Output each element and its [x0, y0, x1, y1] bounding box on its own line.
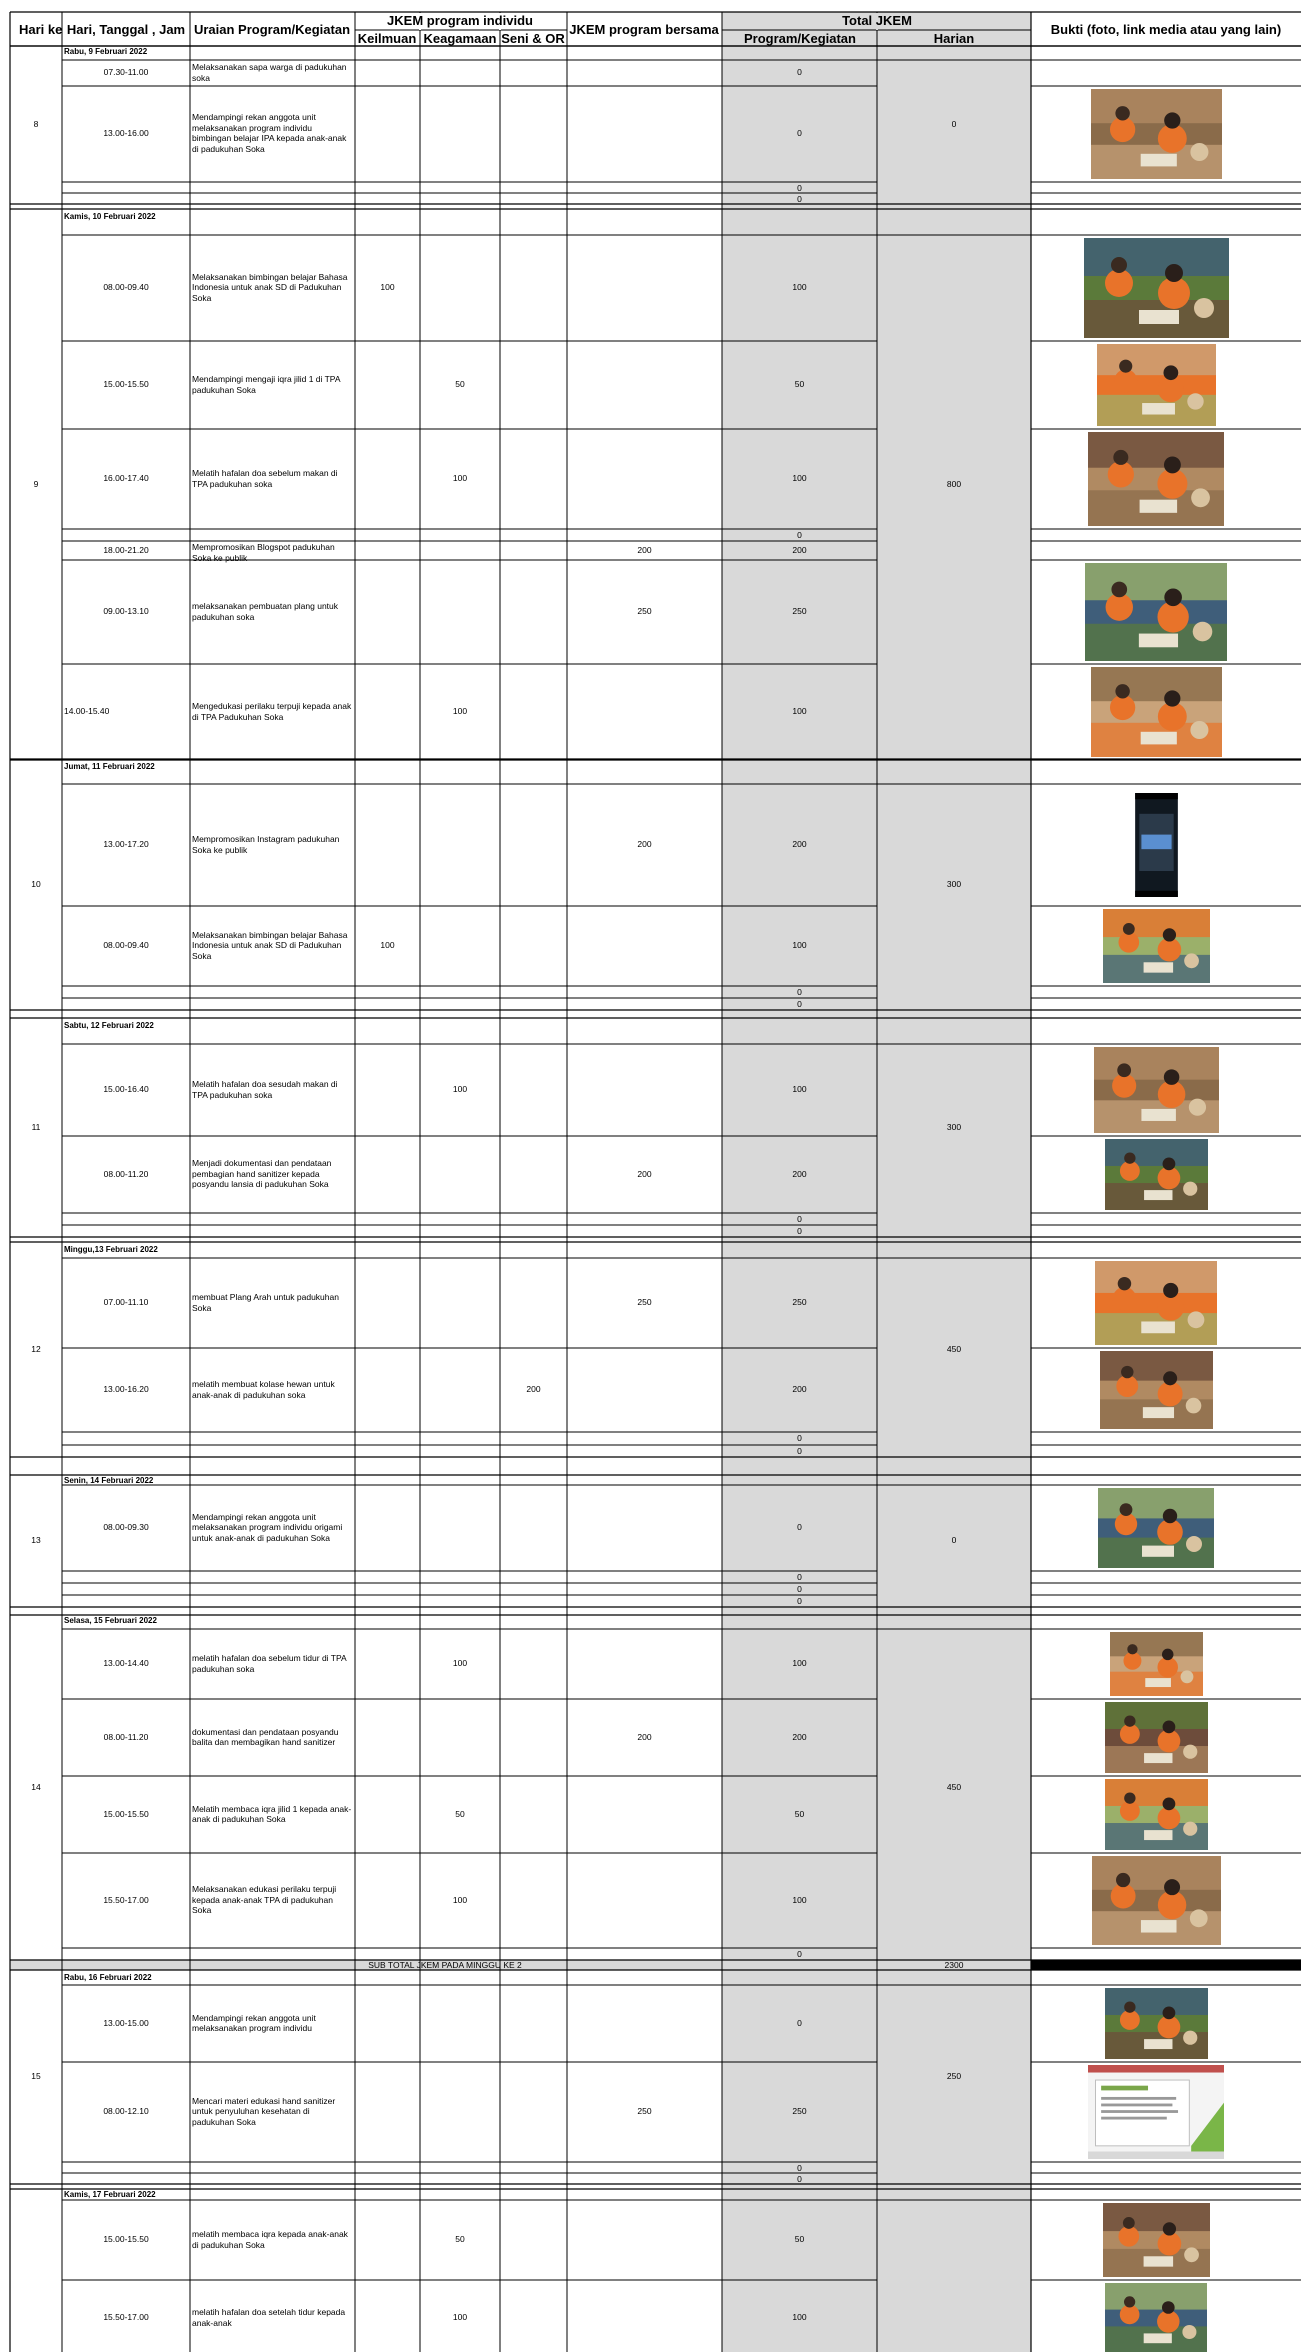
- keagamaan-value: 100: [452, 473, 468, 483]
- program-total-value: 0: [797, 1446, 802, 1456]
- activity-description: membuat Plang Arah untuk padukuhan Soka: [192, 1292, 339, 1313]
- activity-time: 09.00-13.10: [103, 606, 149, 616]
- subtotal-value: 2300: [944, 1960, 964, 1970]
- keagamaan-value: 50: [455, 1808, 465, 1819]
- program-total-value: 0: [797, 2174, 802, 2184]
- keagamaan-value: 100: [452, 1894, 468, 1905]
- activity-time: 16.00-17.40: [103, 473, 149, 483]
- keagamaan-value: 100: [452, 1658, 468, 1668]
- photo-tpa-group: [1094, 1047, 1219, 1133]
- keilmuan-value: 100: [380, 282, 395, 292]
- day-date-label: Sabtu, 12 Februari 2022: [64, 1021, 154, 1030]
- activity-description: Melaksanakan bimbingan belajar Bahasa Indonesia untuk anak SD di Padukuhan Soka: [192, 271, 348, 303]
- program-total-value: 100: [792, 1894, 807, 1905]
- activity-description: Melaksanakan bimbingan belajar Bahasa Indonesia untuk anak SD di Padukuhan Soka: [192, 929, 348, 961]
- activity-description: Menjadi dokumentasi dan pendataan pembagian hand sanitizer kepada posyandu lansia di padukuhan Soka: [192, 1158, 332, 1190]
- photo-doa-bangun: [1105, 2283, 1207, 2352]
- joint-program-value: 250: [637, 1297, 652, 1307]
- activity-description: Mendampingi rekan anggota unit melaksanakan program individu origami untuk anak-anak di padukuhan Soka: [192, 1511, 343, 1543]
- header-keilmuan: Keilmuan: [357, 31, 417, 46]
- activity-description: melatih membaca iqra kepada anak-anak di padukuhan Soka: [192, 2229, 348, 2250]
- activity-time: 07.00-11.10: [103, 1297, 149, 1307]
- daily-total: 0: [951, 1535, 957, 1545]
- header-seni-or: Seni & OR: [501, 31, 565, 46]
- keagamaan-value: 50: [455, 379, 465, 389]
- program-total-value: 250: [792, 2106, 807, 2116]
- day-date-label: Minggu,13 Februari 2022: [64, 1245, 158, 1254]
- program-total-value: 250: [792, 606, 807, 616]
- program-total-value: 100: [792, 1658, 807, 1668]
- program-total-value: 0: [797, 2163, 802, 2173]
- activity-time: 08.00-11.20: [103, 1731, 149, 1742]
- photo-children-study: [1091, 89, 1222, 179]
- daily-total: 300: [946, 878, 962, 889]
- activity-description: Mempromosikan Instagram padukuhan Soka ke publik: [192, 834, 340, 855]
- program-total-value: 100: [792, 940, 807, 950]
- photo-children-floor: [1105, 1988, 1208, 2059]
- program-total-value: 50: [794, 379, 805, 389]
- activity-description: melaksanakan pembuatan plang untuk padukuhan soka: [192, 601, 339, 622]
- program-total-value: 200: [792, 544, 807, 555]
- photo-sign-making: [1085, 563, 1227, 661]
- joint-program-value: 200: [637, 1731, 652, 1742]
- header-activity: Uraian Program/Kegiatan: [193, 22, 351, 37]
- day-date-label: Rabu, 9 Februari 2022: [64, 47, 148, 56]
- joint-program-value: 250: [637, 2106, 652, 2116]
- program-total-value: 0: [797, 1584, 802, 1594]
- photo-presentation-slide: [1088, 2065, 1224, 2159]
- photo-tpa-hall: [1088, 432, 1224, 526]
- photo-posyandu-balita: [1105, 1702, 1208, 1773]
- day-date-label: Rabu, 16 Februari 2022: [64, 1973, 152, 1982]
- activity-time: 08.00-12.10: [103, 2106, 149, 2116]
- joint-program-value: 200: [637, 544, 652, 555]
- header-day: Hari ke: [19, 22, 63, 37]
- day-number: 10: [31, 878, 41, 889]
- program-total-value: 100: [792, 1084, 807, 1094]
- program-total-value: 0: [797, 2017, 802, 2028]
- photo-doa-tidur: [1110, 1632, 1203, 1696]
- activity-time: 15.00-16.40: [103, 1084, 149, 1094]
- activity-time: 13.00-14.40: [103, 1658, 149, 1668]
- program-total-value: 200: [792, 1168, 807, 1179]
- subtotal-black-cell: [1031, 1960, 1301, 1970]
- photo-study-room: [1084, 238, 1229, 338]
- activity-time: 08.00-09.40: [103, 282, 149, 292]
- daily-total: 450: [946, 1343, 962, 1354]
- header-program-total: Program/Kegiatan: [744, 31, 856, 46]
- subtotal-label: SUB TOTAL JKEM PADA MINGGU KE 2: [368, 1960, 522, 1970]
- photo-sign-painting: [1095, 1261, 1217, 1345]
- activity-time: 08.00-09.30: [103, 1522, 149, 1532]
- program-total-value: 250: [792, 1297, 807, 1307]
- program-total-value: 200: [792, 839, 807, 849]
- program-total-value: 50: [794, 1808, 805, 1819]
- day-number: 12: [31, 1343, 41, 1354]
- day-date-label: Senin, 14 Februari 2022: [64, 1476, 154, 1485]
- program-total-value: 0: [797, 183, 802, 193]
- program-total-value: 100: [792, 706, 807, 716]
- activity-time: 13.00-17.20: [103, 839, 149, 849]
- activity-description: dokumentasi dan pendataan posyandu balita dan membagikan hand sanitizer: [192, 1726, 339, 1748]
- header-total-group: Total JKEM: [842, 13, 912, 28]
- program-total-value: 0: [797, 67, 802, 77]
- day-date-label: Kamis, 17 Februari 2022: [64, 2190, 156, 2199]
- activity-time: 15.50-17.00: [103, 1894, 149, 1905]
- daily-total: 300: [946, 1121, 962, 1132]
- daily-total: 450: [946, 1781, 962, 1792]
- day-date-label: Selasa, 15 Februari 2022: [64, 1616, 157, 1625]
- joint-program-value: 250: [637, 606, 652, 616]
- photo-iqra-reading: [1105, 1779, 1208, 1850]
- activity-description: Mempromosikan Blogspot padukuhan Soka ke publik: [192, 542, 335, 563]
- keagamaan-value: 100: [452, 1084, 468, 1094]
- activity-time: 15.50-17.00: [103, 2312, 149, 2322]
- activity-description: Melatih hafalan doa sesudah makan di TPA padukuhan soka: [192, 1079, 338, 1100]
- activity-description: Mendampingi rekan anggota unit melaksanakan program individu bimbingan belajar IPA kepada anak-anak di padukuhan Soka: [192, 112, 347, 154]
- keagamaan-value: 50: [455, 2234, 465, 2244]
- program-total-value: 50: [794, 2234, 805, 2244]
- activity-description: Melatih membaca iqra jilid 1 kepada anak-anak di padukuhan Soka: [192, 1803, 352, 1825]
- header-individual-group: JKEM program individu: [387, 13, 533, 28]
- activity-time: 15.00-15.50: [103, 1808, 149, 1819]
- photo-edukasi-tpa: [1092, 1856, 1221, 1945]
- program-total-value: 0: [797, 1226, 802, 1236]
- program-total-value: 0: [797, 194, 802, 204]
- photo-collage: [1100, 1351, 1213, 1429]
- joint-program-value: 200: [637, 1168, 652, 1179]
- program-total-value: 100: [792, 2312, 807, 2322]
- keilmuan-value: 100: [380, 940, 395, 950]
- day-number: 15: [31, 2071, 41, 2081]
- activity-time: 18.00-21.20: [103, 544, 149, 555]
- program-total-value: 200: [792, 1384, 807, 1394]
- header-daily-total: Harian: [933, 31, 975, 46]
- program-total-value: 0: [797, 1572, 802, 1582]
- day-date-label: Kamis, 10 Februari 2022: [64, 212, 156, 221]
- day-number: 11: [31, 1121, 41, 1132]
- daily-total: 800: [946, 478, 962, 489]
- program-total-value: 200: [792, 1731, 807, 1742]
- program-total-value: 0: [797, 987, 802, 997]
- activity-time: 08.00-11.20: [103, 1168, 149, 1179]
- seni-or-value: 200: [526, 1384, 541, 1394]
- photo-origami: [1098, 1488, 1214, 1568]
- header-date-time: Hari, Tanggal , Jam: [66, 22, 186, 37]
- activity-time: 08.00-09.40: [103, 940, 149, 950]
- activity-time: 14.00-15.40: [64, 706, 110, 716]
- day-number: 13: [31, 1535, 41, 1545]
- keagamaan-value: 100: [452, 706, 468, 716]
- program-total-value: 0: [797, 1214, 802, 1224]
- program-total-value: 0: [797, 1522, 802, 1532]
- activity-description: Melatih hafalan doa sebelum makan di TPA padukuhan soka: [192, 468, 338, 489]
- activity-description: Mencari materi edukasi hand sanitizer untuk penyuluhan kesehatan di padukuhan Soka: [192, 2095, 336, 2127]
- activity-description: Mendampingi rekan anggota unit melaksanakan program individu: [192, 2012, 316, 2034]
- program-total-value: 0: [797, 1949, 802, 1959]
- program-total-value: 0: [797, 1596, 802, 1606]
- activity-description: Melaksanakan edukasi perilaku terpuji kepada anak-anak TPA di padukuhan Soka: [192, 1884, 337, 1916]
- photo-iqra-room: [1103, 2203, 1210, 2277]
- header-keagamaan: Keagamaan: [423, 31, 497, 46]
- daily-total: 250: [946, 2071, 962, 2081]
- activity-time: 07.30-11.00: [103, 67, 149, 77]
- activity-description: Mengedukasi perilaku terpuji kepada anak di TPA Padukuhan Soka: [192, 701, 352, 722]
- day-number: 14: [31, 1781, 41, 1792]
- day-date-label: Jumat, 11 Februari 2022: [64, 762, 155, 771]
- activity-time: 13.00-16.20: [103, 1384, 149, 1394]
- activity-time: 15.00-15.50: [103, 379, 149, 389]
- program-total-value: 0: [797, 128, 802, 138]
- program-total-value: 0: [797, 1433, 802, 1443]
- header-joint-program: JKEM program bersama: [569, 22, 719, 37]
- activity-description: Mendampingi mengaji iqra jilid 1 di TPA padukuhan Soka: [192, 374, 341, 395]
- keagamaan-value: 100: [452, 2312, 468, 2322]
- program-total-value: 0: [797, 530, 802, 540]
- daily-total: 0: [951, 119, 957, 129]
- photo-iqra-floor: [1097, 344, 1216, 426]
- program-total-value: 100: [792, 473, 807, 483]
- activity-description: Melaksanakan sapa warga di padukuhan soka: [192, 62, 347, 83]
- activity-description: melatih hafalan doa setelah tidur kepada anak-anak: [192, 2307, 346, 2328]
- photo-tpa-class: [1091, 667, 1222, 757]
- joint-program-value: 200: [637, 839, 652, 849]
- program-total-value: 0: [797, 999, 802, 1009]
- photo-phone-screenshot: [1081, 793, 1232, 897]
- day-number: 8: [33, 119, 39, 129]
- activity-time: 13.00-15.00: [103, 2017, 149, 2028]
- activity-description: melatih hafalan doa sebelum tidur di TPA padukuhan soka: [192, 1653, 347, 1674]
- activity-description: melatih membuat kolase hewan untuk anak-anak di padukuhan soka: [192, 1379, 335, 1400]
- activity-time: 15.00-15.50: [103, 2234, 149, 2244]
- photo-posyandu-lansia: [1105, 1139, 1208, 1210]
- day-number: 9: [33, 478, 39, 489]
- photo-classroom: [1103, 909, 1210, 983]
- program-total-value: 100: [792, 282, 807, 292]
- activity-time: 13.00-16.00: [103, 128, 149, 138]
- header-evidence: Bukti (foto, link media atau yang lain): [1050, 22, 1282, 37]
